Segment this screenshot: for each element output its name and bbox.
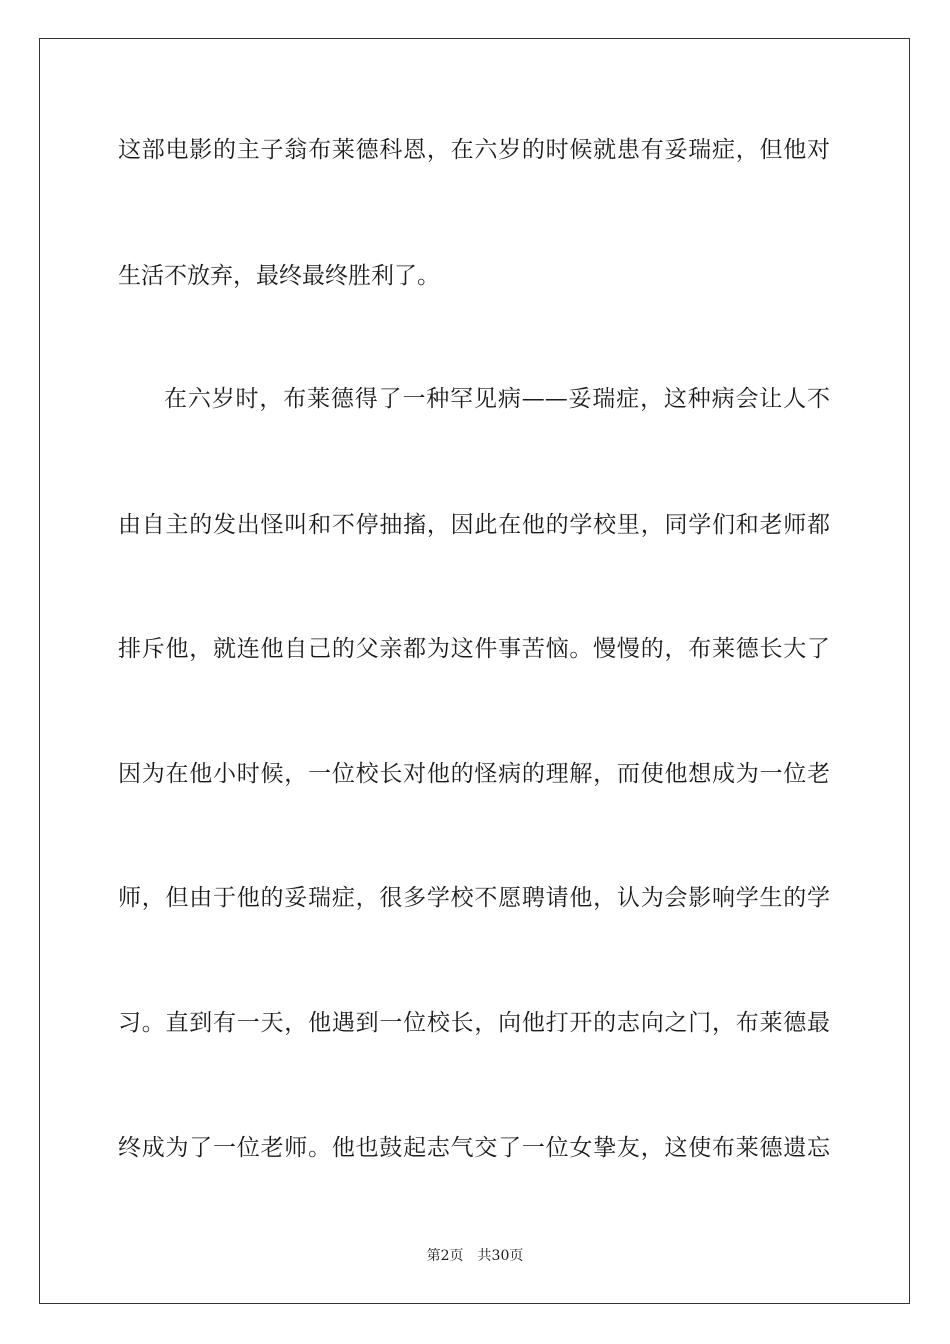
page-number: 第2页 bbox=[426, 1248, 464, 1264]
page-total: 共30页 bbox=[477, 1248, 524, 1264]
text-line: 习。直到有一天，他遇到一位校长，向他打开的志向之门，布莱德最 bbox=[118, 1010, 830, 1036]
text-line: 生活不放弃，最终最终胜利了。 bbox=[118, 263, 440, 289]
text-line: 师，但由于他的妥瑞症，很多学校不愿聘请他，认为会影响学生的学 bbox=[118, 885, 830, 911]
text-line: 由自主的发出怪叫和不停抽搐，因此在他的学校里，同学们和老师都 bbox=[118, 512, 830, 538]
text-line: 因为在他小时候，一位校长对他的怪病的理解，而使他想成为一位老 bbox=[118, 761, 830, 787]
text-line: 终成为了一位老师。他也鼓起志气交了一位女挚友，这使布莱德遗忘 bbox=[118, 1135, 830, 1161]
page-footer bbox=[0, 1246, 950, 1266]
page-border bbox=[39, 38, 910, 1304]
text-line: 排斥他，就连他自己的父亲都为这件事苦恼。慢慢的，布莱德长大了 bbox=[118, 636, 830, 662]
text-line: 这部电影的主子翁布莱德科恩，在六岁的时候就患有妥瑞症，但他对 bbox=[118, 137, 830, 163]
text-line: 在六岁时，布莱德得了一种罕见病——妥瑞症，这种病会让人不 bbox=[164, 386, 830, 412]
